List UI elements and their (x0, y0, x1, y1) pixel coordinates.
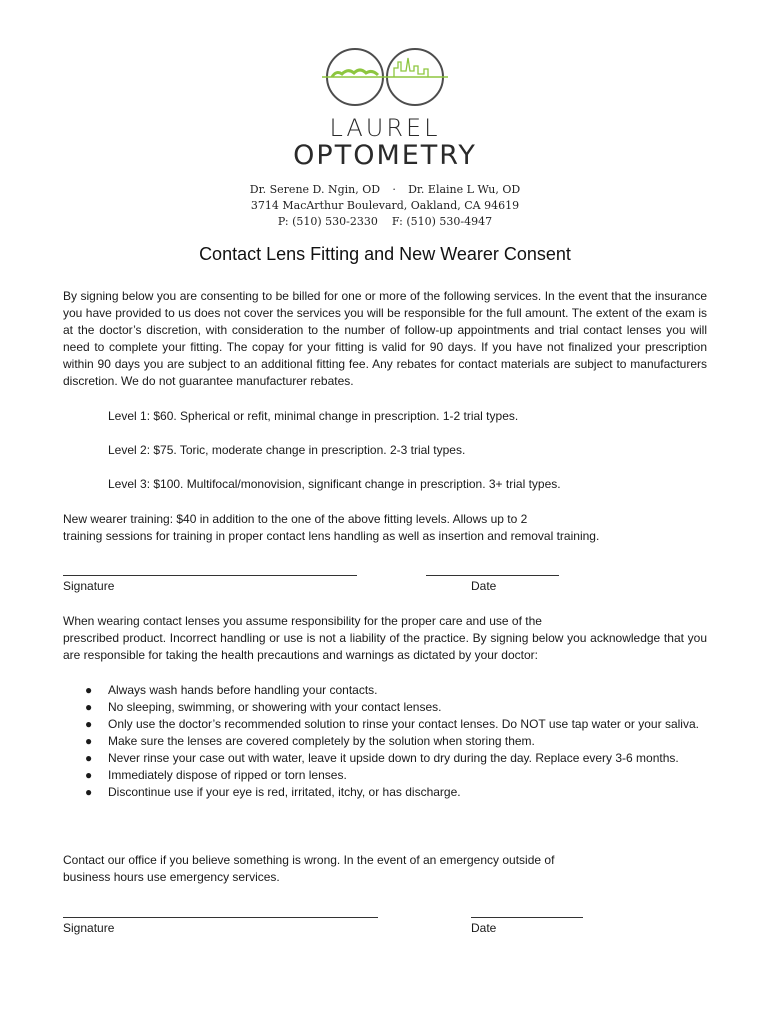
precaution-text: Discontinue use if your eye is red, irritated, itchy, or has discharge. (108, 785, 461, 799)
fitting-level-1: Level 1: $60. Spherical or refit, minimal change in prescription. 1-2 trial types. (108, 409, 519, 423)
contact-line-1: Contact our office if you believe something is wrong. In the event of an emergency outside of (63, 853, 555, 867)
list-item (63, 699, 707, 716)
bullet-icon: ● (85, 768, 93, 782)
intro-paragraph: By signing below you are consenting to be billed for one or more of the following services. In the event that the insurance you have provided to us does not cover the services you will be responsible for the full amount. The extent of the exam is at the doctor’s discretion, with consideration to the number of follow-up appointments and trial contact lenses you will need to complete your fitting. The copay for your fitting is valid for 90 days. If you have not finalized your prescription within 90 days you are subject to an additional fitting fee. Any rebates for contact materials are subject to manufacturers discretion. We do not guarantee manufacturer rebates. (63, 289, 707, 388)
date-label-1: Date (471, 579, 497, 593)
training-line-2: training sessions for training in proper contact lens handling as well as insertion and removal training. (63, 529, 600, 543)
list-item (63, 733, 707, 750)
precautions-list (63, 682, 707, 801)
bullet-icon: ● (85, 683, 93, 697)
precaution-text: No sleeping, swimming, or showering with your contact lenses. (108, 700, 442, 714)
page-title: Contact Lens Fitting and New Wearer Consent (199, 244, 571, 264)
signature-label-2: Signature (63, 921, 115, 935)
responsibility-line-1: When wearing contact lenses you assume responsibility for the proper care and use of the (63, 614, 542, 628)
list-item (63, 750, 707, 767)
date-label-2: Date (471, 921, 497, 935)
list-item (63, 716, 707, 733)
brand-name-line2: OPTOMETRY (293, 140, 477, 171)
signature-label-1: Signature (63, 579, 115, 593)
doctor-2: Dr. Elaine L Wu, OD (408, 183, 521, 196)
fitting-level-2: Level 2: $75. Toric, moderate change in prescription. 2-3 trial types. (108, 443, 466, 457)
glasses-skyline-icon (322, 44, 448, 110)
fitting-level-3: Level 3: $100. Multifocal/monovision, significant change in prescription. 3+ trial types. (108, 477, 561, 491)
separator-dot: · (392, 183, 396, 196)
bullet-icon: ● (85, 700, 93, 714)
precaution-text: Always wash hands before handling your contacts. (108, 683, 378, 697)
contact-line-2: business hours use emergency services. (63, 870, 280, 884)
bullet-icon: ● (85, 751, 93, 765)
bullet-icon: ● (85, 734, 93, 748)
date-line-2[interactable] (471, 917, 583, 918)
doctors-line (0, 182, 770, 198)
list-item (63, 767, 707, 784)
list-item (63, 682, 707, 699)
date-line-1[interactable] (426, 575, 559, 576)
brand-name-line1: LAUREL (329, 114, 441, 142)
signature-line-2[interactable] (63, 917, 378, 918)
phone-number: P: (510) 530-2330 (277, 215, 378, 228)
precaution-text: Make sure the lenses are covered completely by the solution when storing them. (108, 734, 535, 748)
training-line-1: New wearer training: $40 in addition to the one of the above fitting levels. Allows up to 2 (63, 512, 528, 526)
precaution-text: Never rinse your case out with water, leave it upside down to dry during the day. Replace every 3-6 months. (108, 751, 679, 765)
precaution-text: Immediately dispose of ripped or torn lenses. (108, 768, 347, 782)
doctor-1: Dr. Serene D. Ngin, OD (249, 183, 381, 196)
precaution-text: Only use the doctor’s recommended solution to rinse your contact lenses. Do NOT use tap water or your saliva. (108, 717, 699, 731)
bullet-icon: ● (85, 785, 93, 799)
list-item (63, 784, 707, 801)
phone-fax-line (0, 214, 770, 230)
signature-line-1[interactable] (63, 575, 357, 576)
fax-number: F: (510) 530-4947 (391, 215, 493, 228)
responsibility-paragraph: prescribed product. Incorrect handling or use is not a liability of the practice. By signing below you acknowledge that you are responsible for taking the health precautions and warnings as dictated by your doctor: (63, 631, 707, 662)
bullet-icon: ● (85, 717, 93, 731)
laurel-optometry-logo (270, 44, 500, 171)
address-line: 3714 MacArthur Boulevard, Oakland, CA 94619 (250, 199, 520, 212)
